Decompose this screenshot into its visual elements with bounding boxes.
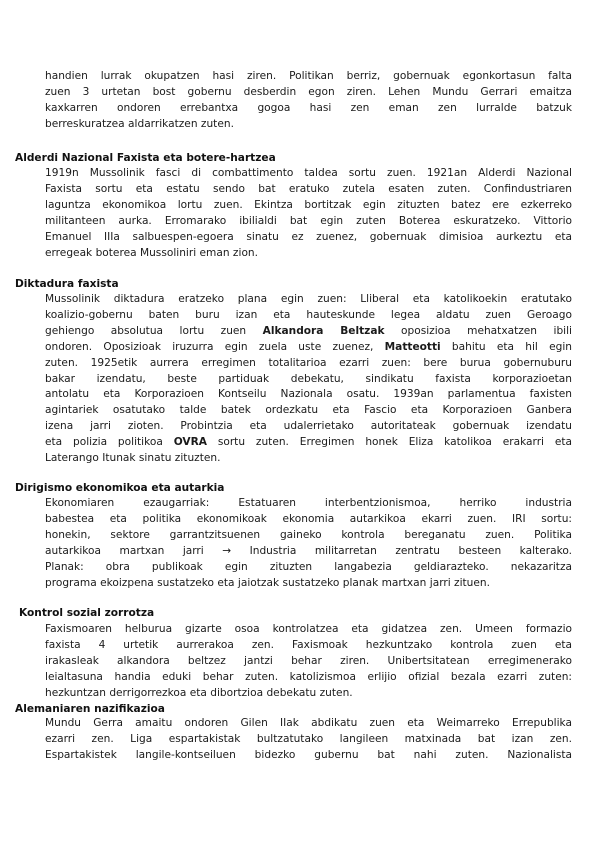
- text-line: militanteen aurka. Erromarako ibilialdi bat egin zuten Boterea eskuratzeko. Vittorio: [45, 214, 572, 227]
- emphasis-term: OVRA: [173, 436, 207, 449]
- text-line: ezarri zen. Liga espartakistak bultzatutako langileen matxinada bat izan zen.: [45, 732, 572, 745]
- text-line: koalizio-gobernu baten buru izan eta hauteskunde legea aldatu zuen Geroago: [45, 308, 572, 321]
- text-line: Espartakistek langile-kontseiluen bidezko gubernu bat nahi zuten. Nazionalista: [45, 748, 572, 761]
- text-line: hezkuntzan derrigorrezkoa eta dibortzioa debekatu zuten.: [45, 686, 353, 699]
- text-line: honekin, sektore garrantzitsuenen gaineko kontrola bereganatu zuen. Politika: [45, 528, 572, 541]
- text-line: kaxkarren ondoren errebantxa gogoa hasi zen eman zen lurralde batzuk: [45, 101, 572, 114]
- text-line: 1919n Mussolinik fasci di combattimento taldea sortu zuen. 1921an Alderdi Nazional: [45, 167, 572, 179]
- text-line: Ekonomiaren ezaugarriak: Estatuaren interbentzionismoa, herriko industria: [45, 497, 572, 509]
- text-line: Faxismoaren helburua gizarte osoa kontrolatzea eta gidatzea zen. Umeen formazio: [45, 623, 572, 635]
- emphasis-term: Alkandora Beltzak: [262, 324, 385, 337]
- section-heading: Alderdi Nazional Faxista eta botere-hartzea: [15, 152, 276, 164]
- text-line: ondoren. Oposizioak iruzurra egin zuela uste zuenez, Matteotti bahitu eta hil egin: [45, 340, 572, 353]
- text-line: berreskuratzea aldarrikatzen zuten.: [45, 117, 234, 130]
- text-line: laguntza ekonomikoa lortu zuen. Ekintza bortitzak egin zituzten batez ere ezkerreko: [45, 198, 572, 211]
- text-line: eta polizia politikoa OVRA sortu zuten. Erregimen honek Eliza katolikoa erakarri eta: [45, 436, 572, 449]
- text-line: autarkikoa martxan jarri → Industria militarretan zentratu besteen kalterako.: [45, 544, 572, 557]
- section-paragraph: [45, 622, 572, 702]
- section-paragraph: [45, 496, 572, 591]
- text-line: babestea eta politika ekonomikoak ekonomia autarkikoa ekarri zuen. IRI sortu:: [45, 512, 572, 525]
- section-heading: Kontrol sozial zorrotza: [19, 607, 155, 619]
- text-line: zuten. 1925etik aurrera erregimen totalitarioa ezarri zuen: bere burua gobernuburu: [45, 356, 572, 369]
- section-paragraph: [45, 166, 572, 261]
- section-heading: Dirigismo ekonomikoa eta autarkia: [15, 482, 225, 494]
- text-line: Mundu Gerra amaitu ondoren Gilen IIak abdikatu zuen eta Weimarreko Errepublika: [45, 717, 572, 729]
- text-line: gehiengo absolutua lortu zuen Alkandora Beltzak oposizioa mehatxatzen ibili: [45, 324, 572, 337]
- text-line: agintariek osatutako talde batek ordezkatu eta Fascio eta Korporazioen Ganbera: [45, 404, 572, 417]
- text-line: antolatu eta Korporazioen Kontseilu Nazionala osatu. 1939an parlamentua faxisten: [45, 388, 572, 401]
- text-line: faxista 4 urtetik aurrerakoa zen. Faxismoak hezkuntzako kontrola zuen eta: [45, 638, 572, 651]
- text-line: Emanuel IIIa salbuespen-egoera sinatu ez zuenez, gobernuak dimisioa aurkeztu eta: [45, 230, 572, 243]
- text-line: erregeak boterea Mussoliniri eman zion.: [45, 246, 259, 259]
- text-line: bakar izendatu, beste partiduak debekatu, sindikatu faxista korporazioetan: [45, 372, 572, 385]
- section-paragraph: [45, 292, 572, 467]
- text-line: izena jarri zioten. Probintzia eta udalerrietako autoritateak gobernuak izendatu: [45, 420, 572, 433]
- text-line: Mussolinik diktadura eratzeko plana egin zuen: Lliberal eta katolikoekin eratutako: [45, 293, 572, 305]
- text-line: Planak: obra publikoak egin zituzten langabezia geldiarazteko. nekazaritza: [45, 560, 572, 573]
- text-line: handien lurrak okupatzen hasi ziren. Politikan berriz, gobernuak egonkortasun falta: [45, 70, 572, 82]
- emphasis-term: Matteotti: [384, 340, 441, 353]
- text-line: Faxista sortu eta estatu sendo bat eratuko zutela esaten zuten. Confindustriaren: [45, 182, 572, 195]
- section-heading: Alemaniaren nazifikazioa: [15, 703, 165, 715]
- text-line: irakasleak alkandora beltzez jantzi behar ziren. Unibertsitatean erregimenerako: [45, 654, 572, 667]
- intro-paragraph: [45, 69, 572, 133]
- section-paragraph: [45, 716, 572, 764]
- text-line: zuen 3 urtetan bost gobernu desberdin egon ziren. Lehen Mundu Gerrari emaitza: [45, 85, 572, 98]
- section-heading: Diktadura faxista: [15, 278, 119, 290]
- text-line: leialtasuna handia eduki behar zuten. katolizismoa erlijio ofizial bezala ezarri zuten:: [45, 670, 572, 683]
- text-line: programa ekoizpena sustatzeko eta jaiotzak sustatzeko planak martxan jarri zituen.: [45, 576, 490, 589]
- text-line: Laterango Itunak sinatu zituzten.: [45, 452, 221, 465]
